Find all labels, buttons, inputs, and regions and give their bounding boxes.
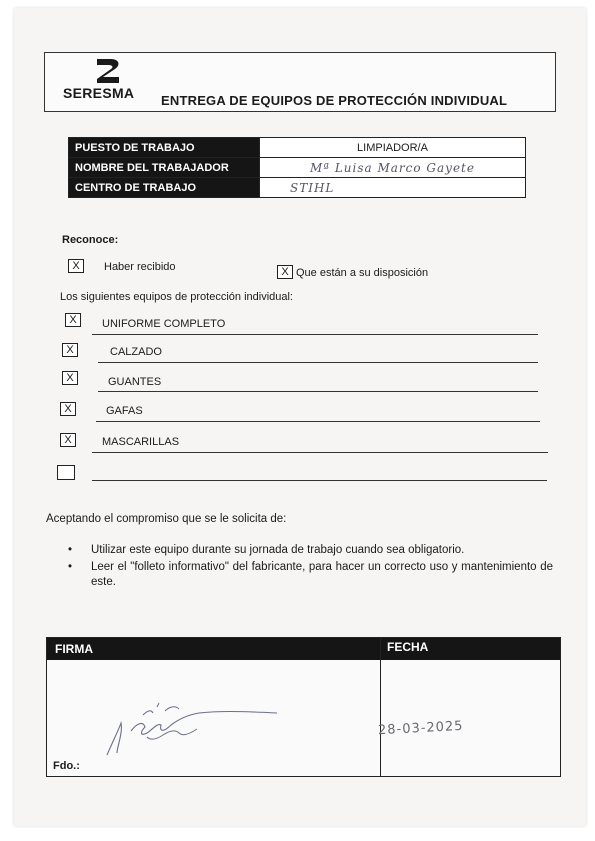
commitment-intro: Aceptando el compromiso que se le solicita de:	[46, 513, 287, 525]
commitment-item: Utilizar este equipo durante su jornada de trabajo cuando sea obligatorio.	[91, 544, 465, 556]
option-label: Haber recibido	[104, 261, 176, 273]
checkbox-mascarillas[interactable]: X	[60, 433, 76, 447]
signature-box	[46, 637, 561, 777]
firma-label: FIRMA	[55, 642, 93, 656]
checkbox-a-su-disposicion[interactable]: X	[277, 265, 293, 279]
fdo-label: Fdo.:	[53, 760, 80, 772]
reconoce-heading: Reconoce:	[62, 234, 119, 246]
worker-info-table	[68, 137, 526, 198]
info-label: PUESTO DE TRABAJO	[69, 138, 260, 158]
fill-line	[96, 421, 540, 422]
info-value-handwritten: STIHL	[260, 178, 526, 198]
info-row-centro	[69, 178, 526, 198]
fill-line	[92, 334, 538, 335]
signature-header	[47, 638, 560, 660]
checkbox-other[interactable]	[57, 465, 75, 480]
fill-line	[92, 452, 548, 453]
checkbox-calzado[interactable]: X	[62, 343, 78, 357]
column-divider	[380, 638, 381, 776]
option-label: Que están a su disposición	[296, 267, 429, 279]
equipment-label: MASCARILLAS	[102, 436, 180, 448]
info-label: NOMBRE DEL TRABAJADOR	[69, 158, 260, 178]
commitment-item: Leer el "folleto informativo" del fabricante, para hacer un correcto uso y mantenimiento de este.	[91, 561, 553, 588]
fill-line	[98, 391, 538, 392]
info-value: LIMPIADOR/A	[260, 138, 526, 158]
equipment-label: GAFAS	[106, 405, 143, 417]
document-title: ENTREGA DE EQUIPOS DE PROTECCIÓN INDIVIDUAL	[161, 93, 508, 108]
info-value-handwritten: Mª Luisa Marco Gayete	[260, 158, 526, 178]
fill-line	[98, 362, 538, 363]
equipment-intro: Los siguientes equipos de protección individual:	[60, 291, 293, 303]
checkbox-gafas[interactable]: X	[60, 402, 76, 416]
signature-date: 28-03-2025	[377, 718, 464, 739]
document-header	[44, 52, 556, 112]
fill-line	[92, 480, 547, 481]
bullet-icon: •	[68, 561, 73, 573]
handwritten-signature	[87, 693, 287, 765]
info-label: CENTRO DE TRABAJO	[69, 178, 260, 198]
info-row-puesto	[69, 138, 526, 158]
equipment-label: GUANTES	[108, 376, 162, 388]
fecha-label: FECHA	[387, 640, 429, 654]
company-logo-text: SERESMA	[63, 85, 135, 101]
checkbox-guantes[interactable]: X	[62, 371, 78, 385]
equipment-label: UNIFORME COMPLETO	[102, 318, 226, 330]
bullet-icon: •	[68, 544, 73, 556]
seresma-logo-icon	[93, 57, 123, 85]
info-row-nombre	[69, 158, 526, 178]
equipment-label: CALZADO	[110, 346, 162, 358]
checkbox-uniforme[interactable]: X	[65, 313, 81, 327]
checkbox-haber-recibido[interactable]: X	[68, 259, 84, 273]
